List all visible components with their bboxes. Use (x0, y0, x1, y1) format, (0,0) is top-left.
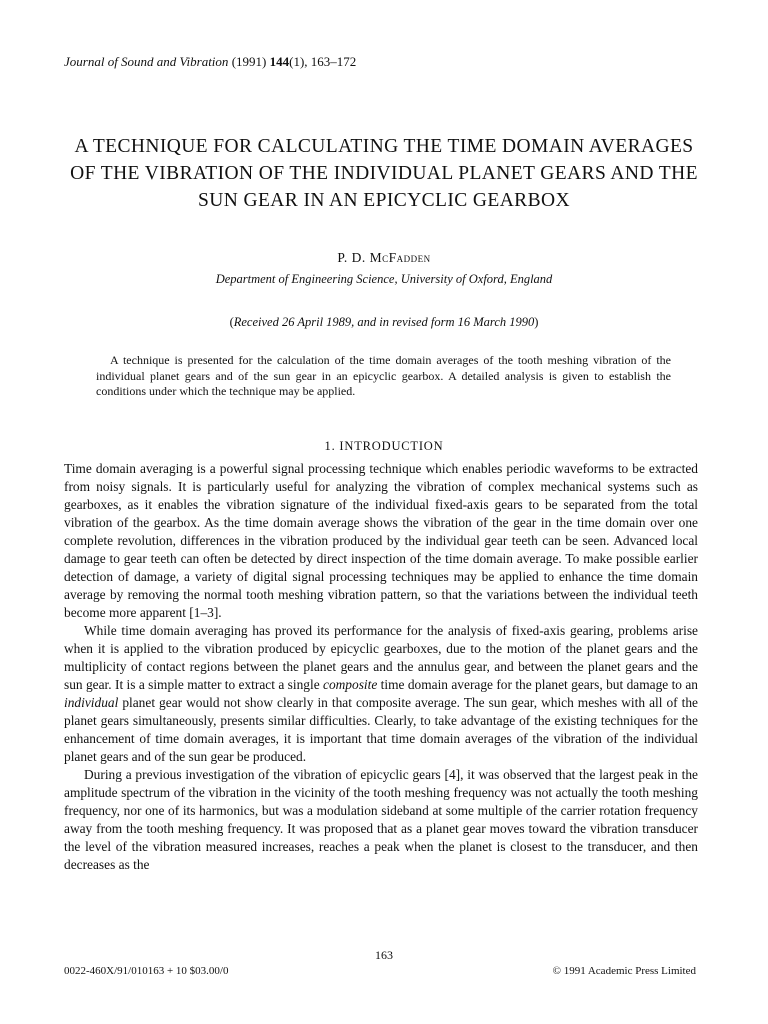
author-initials: P. D. (337, 250, 370, 265)
abstract (96, 353, 671, 400)
received-dates: (Received 26 April 1989, and in revised form 16 March 1990) (229, 315, 539, 329)
emphasis-composite: composite (323, 677, 378, 692)
affiliation: Department of Engineering Science, University of Oxford, England (215, 272, 553, 286)
journal-name: Journal of Sound and Vibration (64, 54, 229, 69)
issn-code: 0022-460X/91/010163 + 10 $03.00/0 (64, 965, 229, 977)
journal-citation (64, 54, 356, 70)
emphasis-individual: individual (64, 695, 119, 710)
received-text: Received 26 April 1989, and in revised form 16 March 1990 (233, 315, 535, 329)
paragraph-3: During a previous investigation of the vibration of epicyclic gears [4], it was observed that the largest peak in the amplitude spectrum of the vibration in the vicinity of the tooth meshing frequency was not actually the tooth meshing frequency, nor one of its harmonics, but was a modulation sideband at some multiple of the carrier rotation frequency away from the tooth meshing frequency. It was proposed that as a planet gear moves toward the vibration transducer the level of the vibration measured increases, reaches a peak when the planet is closest to the transducer, and then decreases as the (64, 767, 698, 872)
author (0, 250, 768, 266)
section-heading: 1. INTRODUCTION (324, 439, 444, 453)
paper-title: A TECHNIQUE FOR CALCULATING THE TIME DOMAIN AVERAGES OF THE VIBRATION OF THE INDIVIDUAL PLANET GEARS AND THE SUN GEAR IN AN EPICYCLIC GEARBOX (70, 136, 698, 211)
paragraph-2: While time domain averaging has proved its performance for the analysis of fixed-axis gearing, problems arise when it is applied to the vibration produced by epicyclic gearboxes, due to the motion of the planet gears and the multiplicity of contact regions between the planet gears and the annulus gear, and between the planet gears and the sun gear. It is a simple matter to extract a single composite time domain average for the planet gears, but damage to an individual planet gear would not show clearly in that composite average. The sun gear, which meshes with all of the planet gears simultaneously, presents similar difficulties. Clearly, to take advantage of the existing techniques for the enhancement of time domain averages, it is important that time domain averages of the vibration of the individual planet gears and of the sun gear be produced. (64, 623, 698, 764)
abstract-text: A technique is presented for the calculation of the time domain averages of the tooth meshing vibration of the individual planet gears and of the sun gear in an epicyclic gearbox. A detailed analysis is given to establish the conditions under which the technique may be applied. (96, 353, 671, 398)
copyright-notice: © 1991 Academic Press Limited (552, 965, 696, 977)
paragraph-1: Time domain averaging is a powerful signal processing technique which enables periodic waveforms to be extracted from noisy signals. It is particularly useful for analyzing the vibration of complex mechanical systems such as gearboxes, as it enables the vibration signature of the individual fixed-axis gears to be separated from the total vibration of the gearbox. As the time domain average shows the vibration of the gear in the time domain over one complete revolution, differences in the vibration produced by the individual gear teeth can be seen. Advanced local damage to gear teeth can often be detected by direct inspection of the time domain average. To make possible earlier detection of damage, a variety of digital signal processing techniques may be applied to enhance the time domain average by removing the normal tooth meshing vibration pattern, so that the variations between the individual teeth become more apparent [1–3]. (64, 461, 698, 620)
journal-issue-pages: (1), 163–172 (289, 54, 357, 69)
author-surname: McFadden (369, 250, 431, 265)
body-text (64, 460, 698, 874)
journal-year: (1991) (231, 54, 267, 69)
journal-volume: 144 (269, 54, 290, 69)
page-number: 163 (375, 948, 393, 962)
